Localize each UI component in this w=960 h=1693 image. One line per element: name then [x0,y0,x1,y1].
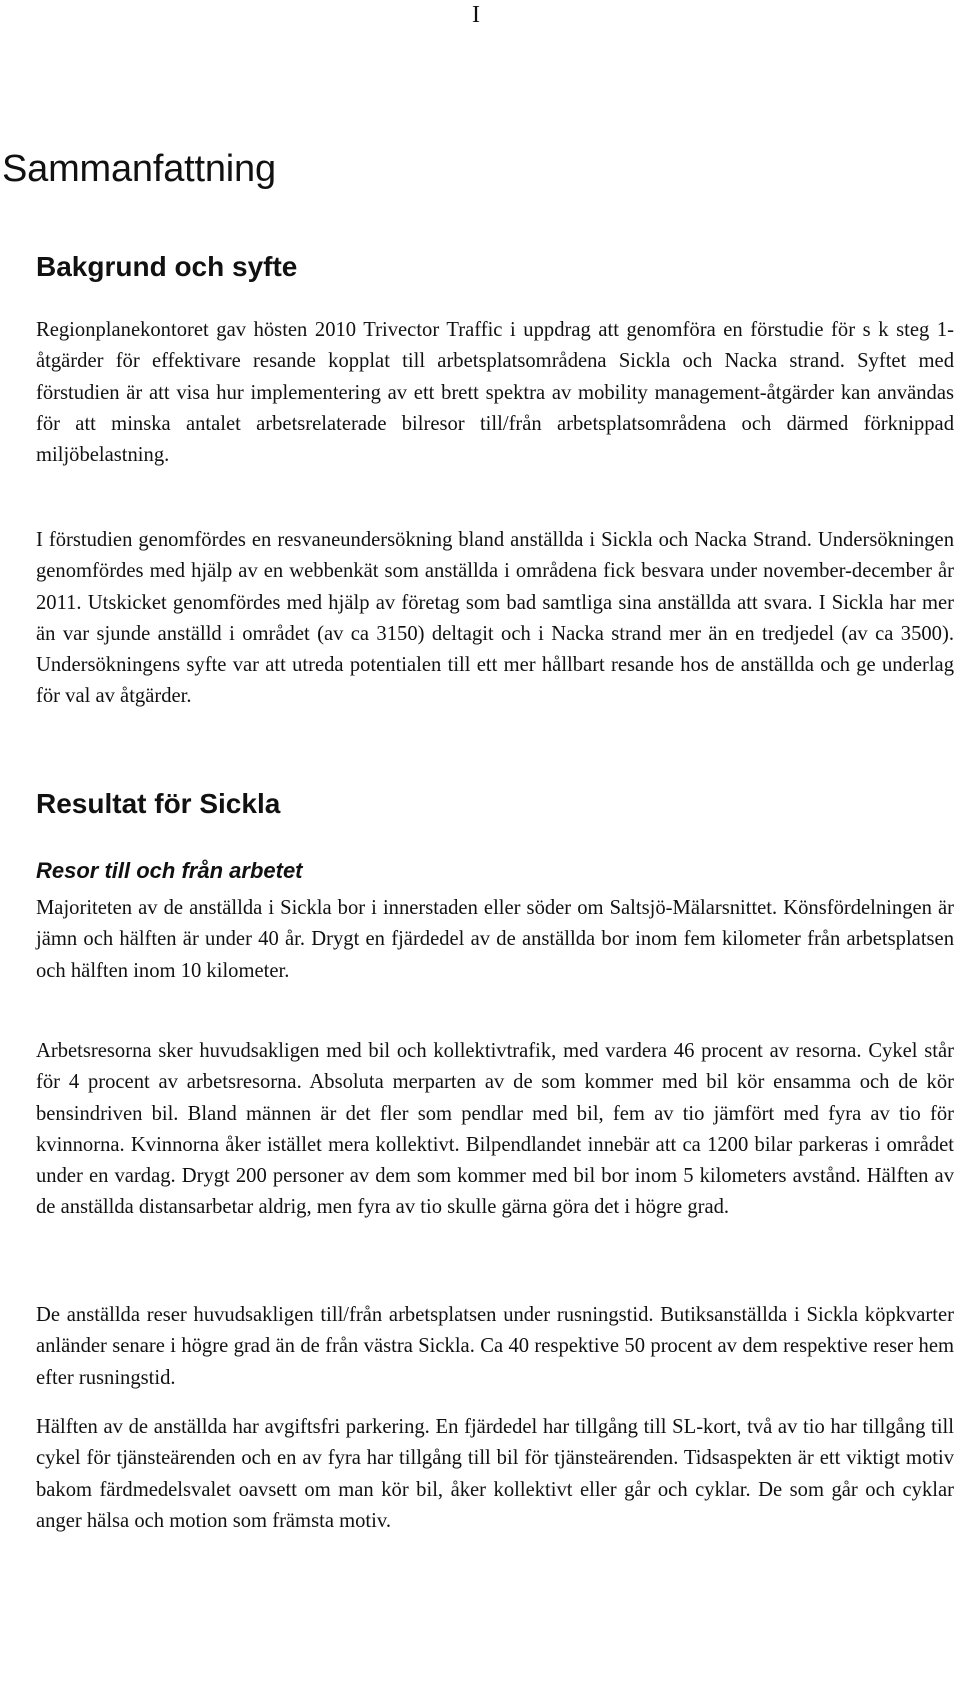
paragraph: De anställda reser huvudsakligen till/från arbetsplatsen under rusningstid. Butiksanställda i Sickla köpkvarter anländer senare i högre grad än de från västra Sickla. Ca 40 respektive 50 procent av dem respektive reser hem efter rusningstid. [36,1304,954,1389]
subsection-heading: Resor till och från arbetet [36,858,303,883]
paragraph: Hälften av de anställda har avgiftsfri parkering. En fjärdedel har tillgång till SL-kort, två av tio har tillgång till cykel för tjänsteärenden och en av fyra har tillgång till bil för tjänsteärenden. Tidsaspekten är ett viktigt motiv bakom färdmedelsvalet oavsett om man kör bil, åker kollektivt eller går och cyklar. De som går och cyklar anger hälsa och motion som främsta motiv. [36,1416,954,1532]
section-heading-bakgrund: Bakgrund och syfte [36,251,298,282]
paragraph: Majoriteten av de anställda i Sickla bor i innerstaden eller söder om Saltsjö-Mälarsnittet. Könsfördelningen är jämn och hälften är under 40 år. Drygt en fjärdedel av de anställda bor inom fem kilometer från arbetsplatsen och hälften inom 10 kilometer. [36,897,954,982]
section-heading-resultat: Resultat för Sickla [36,788,281,819]
paragraph: I förstudien genomfördes en resvaneundersökning bland anställda i Sickla och Nacka Strand. Undersökningen genomfördes med hjälp av en webbenkät som anställda i områdena fick besvara under november-december år 2011. Utskicket genomfördes med hjälp av företag som bad samtliga sina anställda att svara. I Sickla har mer än var sjunde anställd i området (av ca 3150) deltagit och i Nacka strand mer än en tredjedel (av ca 3500). Undersökningens syfte var att utreda potentialen till ett mer hållbart resande hos de anställda och ge underlag för val av åtgärder. [36,529,954,708]
page-number: I [472,2,480,28]
paragraph: Arbetsresorna sker huvudsakligen med bil och kollektivtrafik, med vardera 46 procent av resorna. Cykel står för 4 procent av arbetsresorna. Absoluta merparten av de som kommer med bil kör ensamma och de kör bensindriven bil. Bland männen är det fler som pendlar med bil, fem av tio jämfört med fyra av tio för kvinnorna. Kvinnorna åker istället mera kollektivt. Bilpendlandet innebär att ca 1200 bilar parkeras i området under en vardag. Drygt 200 personer av dem som kommer med bil bor inom 5 kilometers avstånd. Hälften av de anställda distansarbetar aldrig, men fyra av tio skulle gärna göra det i högre grad. [36,1040,954,1219]
paragraph: Regionplanekontoret gav hösten 2010 Trivector Traffic i uppdrag att genomföra en förstudie för s k steg 1-åtgärder för effektivare resande kopplat till arbetsplatsområdena Sickla och Nacka strand. Syftet med förstudien är att visa hur implementering av ett brett spektra av mobility management-åtgärder kan användas för att minska antalet arbetsrelaterade bilresor till/från arbetsplatsområdena och därmed förknippad miljöbelastning. [36,319,954,467]
page-title: Sammanfattning [2,148,276,190]
